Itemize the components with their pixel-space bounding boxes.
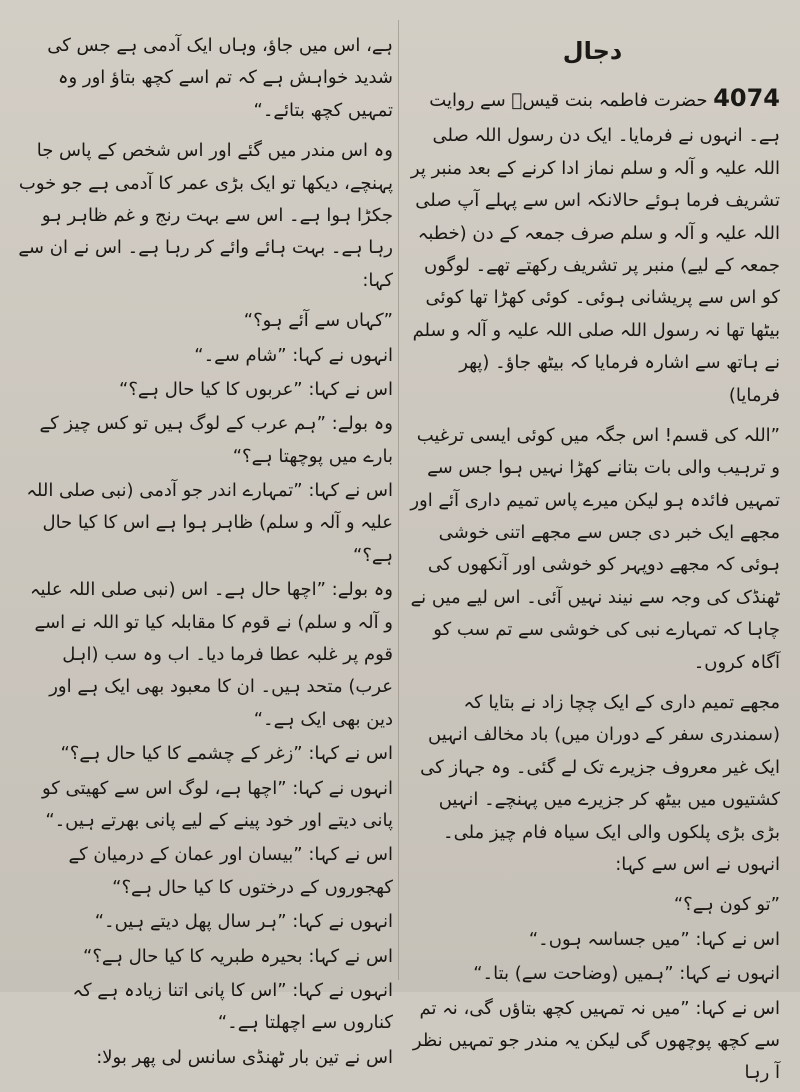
- section-title: دجال: [562, 37, 623, 65]
- dialogue-line: اس نے کہا: ”میں جساسہ ہوں۔“: [528, 928, 780, 950]
- column-divider: [398, 20, 399, 980]
- dialogue-line: ”کہاں سے آئے ہو؟“: [243, 310, 393, 332]
- dialogue-line: ”تو کون ہے؟“: [673, 894, 780, 916]
- paragraph: مجھے تمیم داری کے ایک چچا زاد نے بتایا کہ (سمندری سفر کے دوران میں) باد مخالف انہیں ایک غیر معروف جزیرے تک لے گئی۔ وہ جہاز کی کشتیوں میں بیٹھ کر جزیرے میں پہنچے۔ انہیں بڑی بڑی پلکوں والی ایک سیاہ فام چیز ملی۔ انہوں نے اس سے کہا:: [420, 692, 780, 875]
- dialogue-line: انہوں نے کہا: ”شام سے۔“: [194, 344, 393, 366]
- dialogue-line: اس نے کہا: ”میں نہ تمہیں کچھ بتاؤں گی، نہ تم سے کچھ پوچھوں گی لیکن یہ مندر جو تمہیں نظر آ رہا: [412, 997, 780, 1084]
- dialogue-line: اس نے کہا: ”زغر کے چشمے کا کیا حال ہے؟“: [60, 743, 393, 765]
- dialogue-line: انہوں نے کہا: ”اچھا ہے، لوگ اس سے کھیتی کو پانی دیتے اور خود پینے کے لیے پانی بھرتے ہیں۔“: [41, 777, 393, 831]
- dialogue-line: وہ بولے: ”اچھا حال ہے۔ اس (نبی صلی اللہ علیہ و آلہ و سلم) نے قوم کا مقابلہ کیا تو اللہ نے اسے قوم پر غلبہ عطا فرما دیا۔ اب وہ سب (اہل عرب) متحد ہیں۔ ان کا معبود بھی ایک ہے اور دین بھی ایک ہے۔“: [29, 579, 393, 730]
- paragraph: ”اللہ کی قسم! اس جگہ میں کوئی ایسی ترغیب و ترہیب والی بات بتانے کھڑا نہیں ہوا جس سے تمہیں فائدہ ہو لیکن میرے پاس تمیم داری آئے اور مجھے ایک خبر دی جس سے مجھے اتنی خوشی ہوئی کہ مجھے دوپہر کو خوشی اور آنکھوں کی ٹھنڈک کی وجہ سے نیند نہیں آئی۔ اس لیے میں نے چاہا کہ تمہارے نبی کی خوشی سے تم سب کو آگاہ کروں۔: [410, 424, 780, 673]
- dialogue-line: وہ بولے: ”ہم عرب کے لوگ ہیں تو کس چیز کے بارے میں پوچھتا ہے؟“: [39, 413, 393, 467]
- paragraph: ہے، اس میں جاؤ، وہاں ایک آدمی ہے جس کی شدید خواہش ہے کہ تم اسے کچھ بتاؤ اور وہ تمہیں کچھ بتائے۔“: [47, 35, 393, 121]
- hadith-number: 4074: [713, 84, 780, 113]
- right-column: [405, 0, 780, 1092]
- dialogue-line: انہوں نے کہا: ”اس کا پانی اتنا زیادہ ہے کہ کناروں سے اچھلتا ہے۔“: [72, 979, 393, 1034]
- left-column: [18, 0, 393, 1076]
- dialogue-line: اس نے کہا: ”بیسان اور عمان کے درمیان کے کھجوروں کے درختوں کا کیا حال ہے؟“: [68, 844, 393, 898]
- hadith-intro-paragraph: 4074 حضرت فاطمہ بنت قیسؓ سے روایت ہے۔ انہوں نے فرمایا۔ ایک دن رسول اللہ صلی اللہ علیہ و آلہ و سلم نماز ادا کرنے کے بعد منبر پر تشریف فرما ہوئے حالانکہ اس سے پہلے آپ صلی اللہ علیہ و آلہ و سلم صرف جمعہ کے دن (خطبہ جمعہ کے لیے) منبر پر تشریف رکھتے تھے۔ لوگوں کو اس سے پریشانی ہوئی۔ کوئی کھڑا تھا کوئی بیٹھا تھا نہ رسول اللہ صلی اللہ علیہ و آلہ و سلم نے ہاتھ سے اشارہ فرمایا کہ بیٹھ جاؤ۔ (پھر فرمایا): [410, 84, 780, 406]
- dialogue-line: انہوں نے کہا: ”ہمیں (وضاحت سے) بتا۔“: [473, 963, 780, 985]
- dialogue-line: انہوں نے کہا: ”ہر سال پھل دیتے ہیں۔“: [94, 911, 393, 933]
- dialogue-line: اس نے کہا: ”تمہارے اندر جو آدمی (نبی صلی اللہ علیہ و آلہ و سلم) ظاہر ہوا ہے اس کا کیا حال ہے؟“: [26, 480, 393, 566]
- dialogue-line: اس نے تین بار ٹھنڈی سانس لی پھر بولا:: [96, 1046, 393, 1068]
- paragraph: وہ اس مندر میں گئے اور اس شخص کے پاس جا پہنچے، دیکھا تو ایک بڑی عمر کا آدمی ہے جو خوب جکڑا ہوا ہے۔ اس سے بہت رنج و غم ظاہر ہو رہا ہے۔ بہت ہائے وائے کر رہا ہے۔ اس نے ان سے کہا:: [18, 140, 393, 291]
- dialogue-line: اس نے کہا: ”عربوں کا کیا حال ہے؟“: [119, 378, 393, 400]
- dialogue-line: اس نے کہا: بحیرہ طبریہ کا کیا حال ہے؟“: [83, 945, 393, 967]
